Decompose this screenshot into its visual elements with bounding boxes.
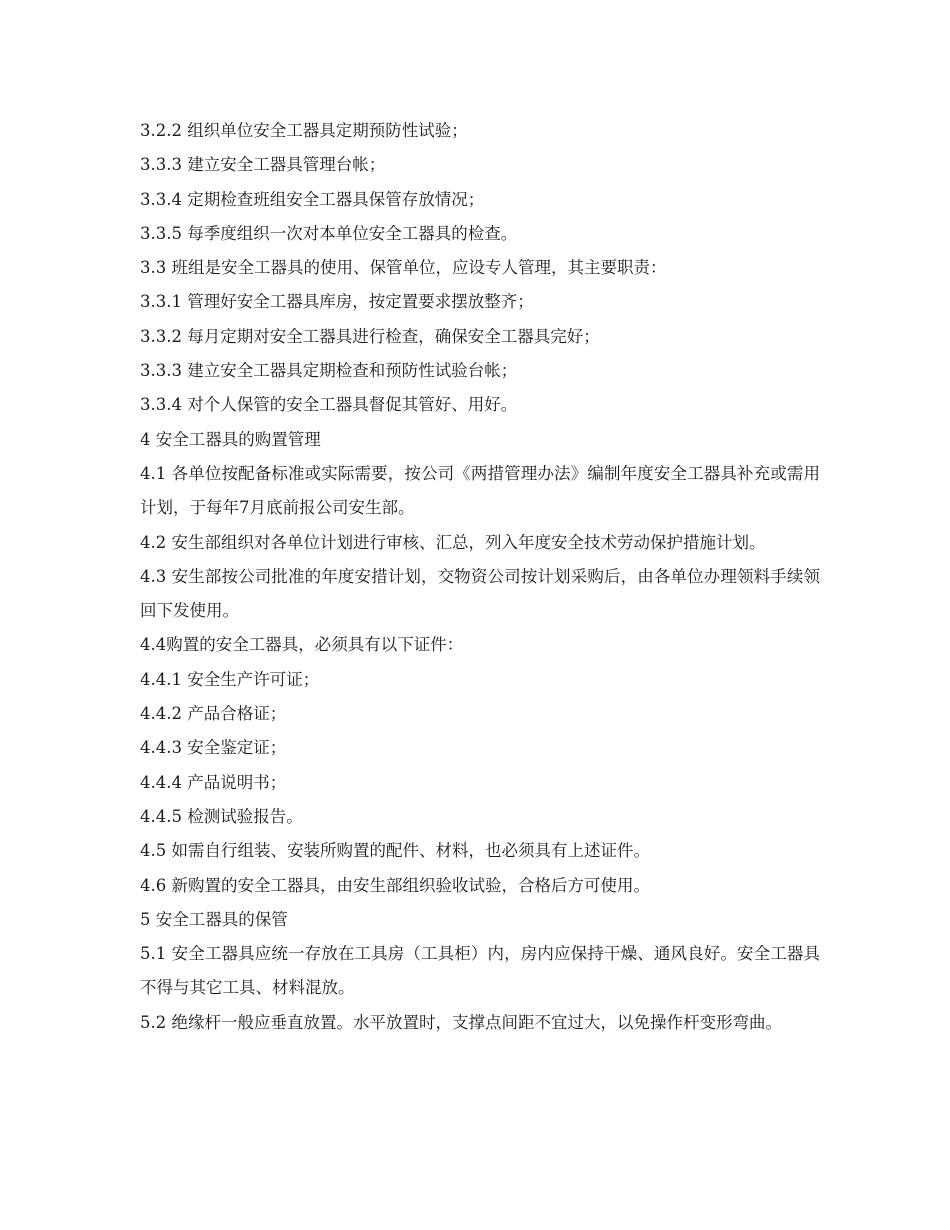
paragraph-4-4-1: 4.4.1 安全生产许可证； [140,669,320,689]
section-heading-5: 5 安全工器具的保管 [140,909,288,929]
paragraph-5-2: 5.2 绝缘杆一般应垂直放置。水平放置时，支撑点间距不宜过大，以免操作杆变形弯曲。 [140,1012,782,1032]
paragraph-4-3: 4.3 安生部按公司批准的年度安措计划，交物资公司按计划采购后，由各单位办理领料手续领回下发使用。 [140,566,820,621]
paragraph-3-3-5: 3.3.5 每季度组织一次对本单位安全工器具的检查。 [140,223,518,243]
paragraph-4-4-3: 4.4.3 安全鉴定证； [140,738,287,758]
paragraph-4-1: 4.1 各单位按配备标准或实际需要，按公司《两措管理办法》编制年度安全工器具补充或需用计划，于每年7月底前报公司安生部。 [140,463,820,518]
section-heading-4: 4 安全工器具的购置管理 [140,429,321,449]
paragraph-4-2: 4.2 安生部组织对各单位计划进行审核、汇总，列入年度安全技术劳动保护措施计划。 [140,532,766,552]
paragraph-3-3-1: 3.3.1 管理好安全工器具库房，按定置要求摆放整齐； [140,292,534,312]
paragraph-3-3-team-duties: 3.3 班组是安全工器具的使用、保管单位，应设专人管理，其主要职责： [140,258,667,278]
paragraph-4-4-5: 4.4.5 检测试验报告。 [140,806,303,826]
paragraph-4-6: 4.6 新购置的安全工器具，由安生部组织验收试验，合格后方可使用。 [140,875,650,895]
paragraph-3-3-3-test-ledger: 3.3.3 建立安全工器具定期检查和预防性试验台帐； [140,361,518,381]
document-body [140,114,820,1040]
paragraph-4-5: 4.5 如需自行组装、安装所购置的配件、材料，也必须具有上述证件。 [140,841,650,861]
paragraph-3-3-4-inspect-storage: 3.3.4 定期检查班组安全工器具保管存放情况； [140,189,485,209]
paragraph-4-4-2: 4.4.2 产品合格证； [140,704,287,724]
paragraph-3-2-2: 3.2.2 组织单位安全工器具定期预防性试验； [140,121,468,140]
paragraph-4-4-4: 4.4.4 产品说明书； [140,772,287,792]
paragraph-3-3-3-ledger: 3.3.3 建立安全工器具管理台帐； [140,155,386,175]
paragraph-3-3-4-personal-custody: 3.3.4 对个人保管的安全工器具督促其管好、用好。 [140,395,518,415]
paragraph-3-3-2: 3.3.2 每月定期对安全工器具进行检查，确保安全工器具完好； [140,326,600,346]
paragraph-5-1: 5.1 安全工器具应统一存放在工具房（工具柜）内，房内应保持干燥、通风良好。安全工器具不得与其它工具、材料混放。 [140,944,820,998]
paragraph-4-4: 4.4购置的安全工器具，必须具有以下证件： [140,635,464,655]
